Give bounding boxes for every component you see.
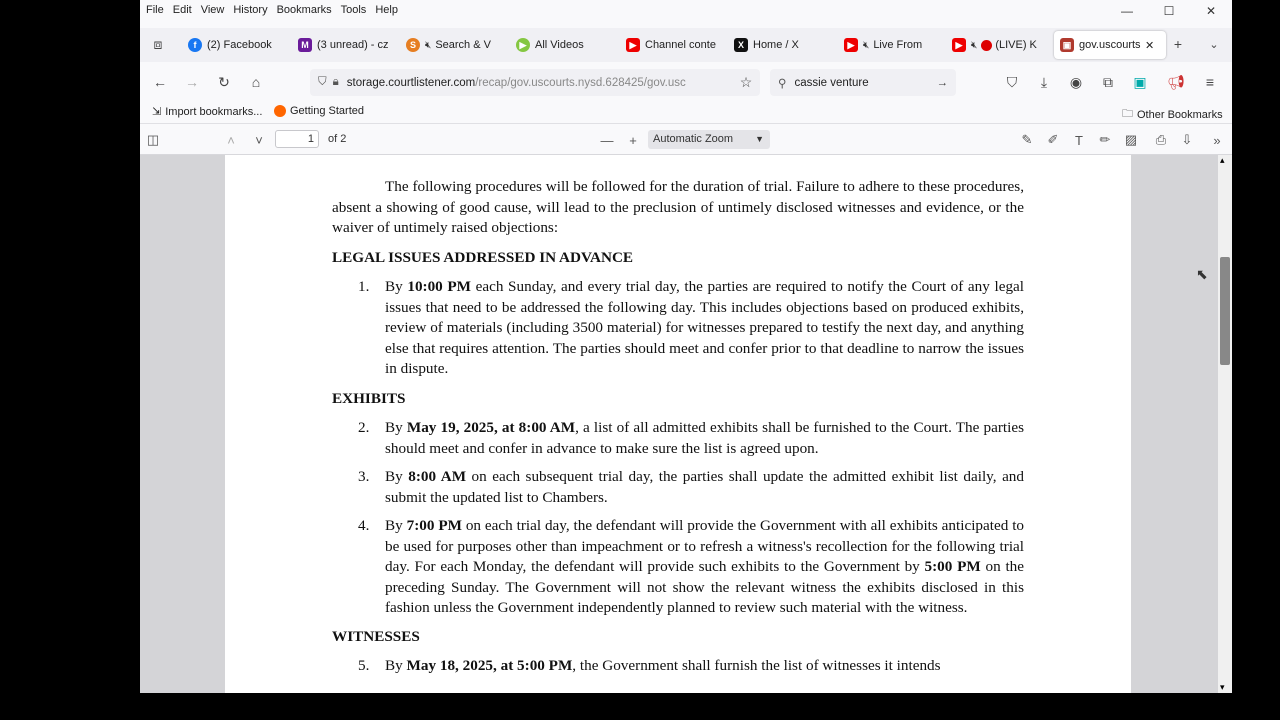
item-deadline: May 19, 2025, at 8:00 AM xyxy=(406,419,576,436)
search-bar[interactable] xyxy=(770,69,956,96)
maximize-icon[interactable]: ☐ xyxy=(1163,4,1175,18)
pdf-page xyxy=(225,155,1131,693)
tab-x-home[interactable] xyxy=(734,31,826,59)
menu-bar xyxy=(140,0,1232,20)
intro-paragraph: The following procedures will be followed for the duration of trial. Failure to adhere to these procedures, absent a showing of good cause, will lead to the preclusion of untimely disclosed witnesses and evidence, or the waiver of untimely raised objections: xyxy=(332,178,1024,236)
rumble-icon: ▶ xyxy=(516,38,530,52)
facebook-icon: f xyxy=(188,38,202,52)
zoom-out-icon[interactable]: — xyxy=(600,132,614,148)
sidebar-toggle-icon[interactable]: ◫ xyxy=(146,132,160,147)
item-deadline: May 18, 2025, at 5:00 PM xyxy=(406,657,573,674)
url-path: /recap/gov.uscourts.nysd.628425/gov.usc xyxy=(475,76,686,89)
menu-edit[interactable]: Edit xyxy=(172,4,192,16)
minimize-icon[interactable]: — xyxy=(1121,4,1133,18)
vertical-scrollbar[interactable] xyxy=(1218,155,1232,693)
item-text: on the preceding Sunday. The Government will not show the relevant witness the exhibits disclosed in this fashion unless the Government independently planned to review such material with the witness. xyxy=(385,558,1025,616)
menu-file[interactable]: File xyxy=(146,4,164,16)
browser-window xyxy=(140,0,1232,693)
other-bookmarks-label: Other Bookmarks xyxy=(1137,108,1223,121)
pdf-viewer xyxy=(140,155,1218,693)
highlight-icon[interactable]: ✐ xyxy=(1047,132,1059,147)
chevron-down-icon: ▼ xyxy=(755,134,764,144)
list-item xyxy=(332,516,1024,619)
mouse-cursor-icon: ⬉ xyxy=(1196,266,1208,282)
zoom-select[interactable] xyxy=(648,130,770,149)
import-icon: ⇲ xyxy=(152,106,162,118)
close-tab-icon[interactable]: ✕ xyxy=(1145,39,1155,52)
item-text: By xyxy=(385,657,407,674)
page-number-input[interactable]: 1 xyxy=(275,130,319,148)
more-tools-icon[interactable]: » xyxy=(1213,132,1221,148)
tab-label: Channel conte xyxy=(645,39,716,51)
item-text: By xyxy=(385,278,408,295)
new-tab-icon[interactable]: + xyxy=(1173,36,1183,52)
tab-live-from[interactable] xyxy=(844,31,936,59)
item-number: 4. xyxy=(358,517,370,534)
pocket-icon[interactable]: ⛉ xyxy=(1006,73,1018,90)
mail-icon: M xyxy=(298,38,312,52)
bookmark-star-icon[interactable]: ☆ xyxy=(739,73,753,90)
tab-all-videos[interactable] xyxy=(516,31,608,59)
youtube-icon: ▶ xyxy=(844,38,858,52)
tab-facebook[interactable] xyxy=(188,31,284,59)
forward-icon[interactable]: → xyxy=(185,74,199,90)
tab-channel-content[interactable] xyxy=(626,31,718,59)
extensions-icon[interactable]: ⧉ xyxy=(1103,73,1113,90)
url-bar[interactable] xyxy=(310,69,760,96)
item-text: , the Government shall furnish the list of witnesses it intends xyxy=(572,657,941,674)
search-tab-icon: S xyxy=(406,38,420,52)
item-text: By xyxy=(385,468,409,485)
item-deadline: 8:00 AM xyxy=(408,468,467,485)
item-number: 1. xyxy=(358,278,370,295)
live-dot-icon xyxy=(981,40,992,51)
mute-icon[interactable]: 🔇︎ xyxy=(425,39,432,51)
tab-live-k[interactable] xyxy=(952,31,1044,59)
reload-icon[interactable]: ↻ xyxy=(218,73,230,90)
search-icon: ⚲ xyxy=(778,77,787,90)
heading-exhibits: EXHIBITS xyxy=(332,389,406,407)
menu-help[interactable]: Help xyxy=(375,4,398,16)
edit-text-icon[interactable]: ✎ xyxy=(1021,132,1033,147)
item-deadline: 5:00 PM xyxy=(924,558,981,575)
other-bookmarks-link[interactable] xyxy=(1122,105,1223,124)
window-controls xyxy=(1106,0,1232,22)
mute-icon[interactable]: 🔇︎ xyxy=(863,39,870,51)
tab-courtlistener-active[interactable] xyxy=(1054,31,1166,59)
item-text: on each subsequent trial day, the parties shall update the admitted exhibit list daily, and submit the updated list to Chambers. xyxy=(385,468,1024,506)
mute-icon[interactable]: 🔇︎ xyxy=(971,39,978,51)
list-tabs-icon[interactable]: ⌄ xyxy=(1209,38,1219,51)
previous-page-icon[interactable]: ˄ xyxy=(227,132,235,148)
youtube-icon: ▶ xyxy=(952,38,966,52)
app-menu-icon[interactable]: ≡ xyxy=(1205,74,1215,90)
item-number: 2. xyxy=(358,419,370,436)
close-window-icon[interactable]: ✕ xyxy=(1205,4,1217,18)
url-domain: storage.courtlistener.com xyxy=(346,76,476,89)
megaphone-icon[interactable]: 📢︎ xyxy=(1167,73,1185,90)
tab-label: All Videos xyxy=(535,39,584,51)
menu-view[interactable]: View xyxy=(200,4,225,16)
tab-overview-icon[interactable]: ⧈ xyxy=(153,35,163,52)
tab-label: Live From xyxy=(873,39,923,51)
navigation-bar xyxy=(140,64,1232,100)
account-icon[interactable]: ◉ xyxy=(1069,73,1083,90)
list-item xyxy=(332,467,1024,508)
lock-icon[interactable]: 🔒︎ xyxy=(332,76,339,88)
add-text-icon[interactable]: T xyxy=(1075,132,1083,148)
draw-icon[interactable]: ✏ xyxy=(1099,132,1111,147)
item-deadline: 10:00 PM xyxy=(407,278,472,295)
firefox-icon xyxy=(274,105,286,117)
scroll-down-icon[interactable]: ▾ xyxy=(1220,682,1225,692)
tab-mail[interactable] xyxy=(298,31,390,59)
tab-bar xyxy=(140,28,1232,62)
tab-label: (LIVE) K xyxy=(995,39,1037,51)
downloads-icon[interactable]: ⤓ xyxy=(1040,73,1048,90)
extension-badge-icon[interactable]: ▣ xyxy=(1133,73,1147,90)
print-icon[interactable]: ⎙ xyxy=(1155,132,1167,147)
tracking-protection-icon[interactable]: ⛉ xyxy=(318,76,327,88)
document-body xyxy=(332,155,1024,677)
heading-witnesses: WITNESSES xyxy=(332,627,420,645)
import-bookmarks-label: Import bookmarks... xyxy=(165,105,263,118)
item-text: each Sunday, and every trial day, the parties are required to notify the Court of any legal issues that need to be addressed the following day. This includes objections based on produced exhibits, review of materials (including 3500 material) for witnesses prepared to testify the next day, and anything else that requires attention. The parties should meet and confer prior to that deadline to narrow the issues in dispute. xyxy=(385,278,1024,377)
x-icon: X xyxy=(734,38,748,52)
tab-label: gov.uscourts xyxy=(1079,39,1141,51)
tab-label: (3 unread) - cz xyxy=(317,39,389,51)
list-item xyxy=(332,656,1024,677)
item-text: on each trial day, the defendant will provide the Government with all exhibits anticipated to be used for purposes other than impeachment or to refresh a witness's recollection for the following trial day. For each Monday, the defendant will provide such exhibits to the Government by xyxy=(385,517,1025,575)
tab-label: Home / X xyxy=(753,39,799,51)
menu-tools[interactable]: Tools xyxy=(340,4,367,16)
zoom-value: Automatic Zoom xyxy=(653,133,734,145)
list-item xyxy=(332,418,1024,459)
import-bookmarks-link[interactable] xyxy=(152,105,262,118)
add-image-icon[interactable]: ▨ xyxy=(1124,132,1138,147)
back-icon[interactable]: ← xyxy=(153,74,167,90)
save-icon[interactable]: ⇩ xyxy=(1181,132,1193,147)
getting-started-label: Getting Started xyxy=(290,105,364,117)
scroll-up-icon[interactable]: ▴ xyxy=(1220,155,1225,165)
item-text: By xyxy=(385,517,407,534)
youtube-icon: ▶ xyxy=(626,38,640,52)
courtlistener-icon: ▣ xyxy=(1060,38,1074,52)
cut-off-line xyxy=(332,155,1024,177)
tab-label: (2) Facebook xyxy=(207,39,272,51)
item-text: , a list of all admitted exhibits shall be furnished to the Court. The parties should meet and confer in advance to make sure the list is agreed upon. xyxy=(385,419,1024,457)
zoom-in-icon[interactable]: + xyxy=(629,132,637,148)
bookmarks-toolbar xyxy=(140,101,1232,124)
page-count: of 2 xyxy=(328,133,347,145)
item-number: 5. xyxy=(358,657,370,674)
getting-started-link[interactable] xyxy=(274,105,364,117)
search-go-icon[interactable]: → xyxy=(936,76,948,89)
tab-label: Search & V xyxy=(435,39,491,51)
tab-search[interactable] xyxy=(406,31,498,59)
scrollbar-thumb[interactable] xyxy=(1220,257,1230,365)
heading-legal-issues: LEGAL ISSUES ADDRESSED IN ADVANCE xyxy=(332,248,634,266)
search-input[interactable]: cassie venture xyxy=(794,76,869,89)
home-icon[interactable]: ⌂ xyxy=(251,74,261,90)
item-number: 3. xyxy=(358,468,370,485)
next-page-icon[interactable]: ˅ xyxy=(255,132,263,148)
pdf-toolbar xyxy=(140,126,1232,155)
item-text: By xyxy=(385,419,407,436)
item-deadline: 7:00 PM xyxy=(406,517,462,534)
folder-icon: 🗀︎ xyxy=(1122,108,1133,120)
list-item xyxy=(332,277,1024,380)
menu-history[interactable]: History xyxy=(233,4,268,16)
menu-bookmarks[interactable]: Bookmarks xyxy=(276,4,332,16)
